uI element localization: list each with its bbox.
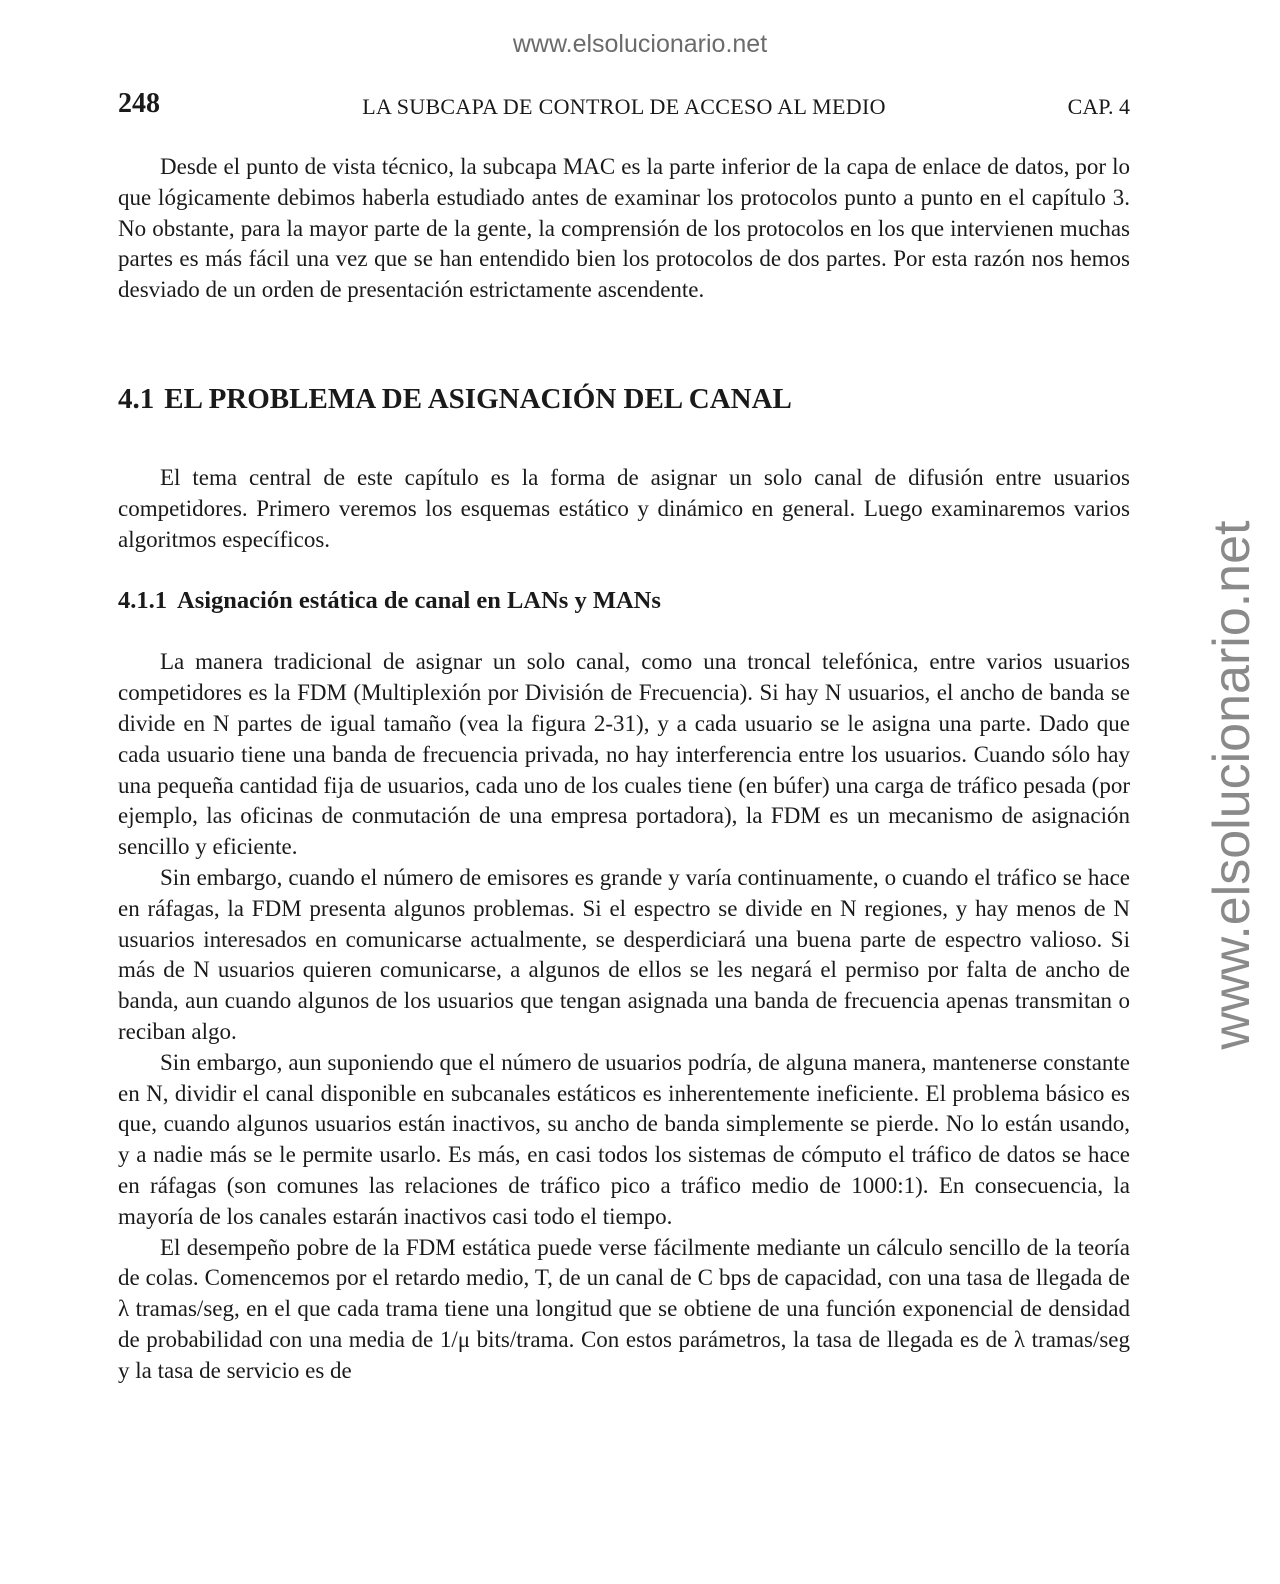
- body-paragraph: Sin embargo, cuando el número de emisores es grande y varía continuamente, o cuando el tráfico se hace en ráfagas, la FDM presenta algunos problemas. Si el espectro se divide en N regiones, y hay menos de N usuarios interesados en comunicarse actualmente, se desperdiciará una buena parte de espectro valioso. Si más de N usuarios quieren comunicarse, a algunos de ellos se les negará el permiso por falta de ancho de banda, aun cuando algunos de los usuarios que tengan asignada una banda de frecuencia apenas transmitan o reciban algo.: [118, 864, 1130, 1044]
- section-heading: [118, 381, 1130, 417]
- running-header: [118, 90, 1130, 124]
- body-paragraph: Sin embargo, aun suponiendo que el número de usuarios podría, de alguna manera, mantenerse constante en N, dividir el canal disponible en subcanales estáticos es inherentemente ineficiente. El problema básico es que, cuando algunos usuarios están inactivos, su ancho de banda simplemente se pierde. No lo están usando, y a nadie más se le permite usarlo. Es más, en casi todos los sistemas de cómputo el tráfico de datos se hace en ráfagas (son comunes las relaciones de tráfico pico a tráfico medio de 1000:1). En consecuencia, la mayoría de los canales estarán inactivos casi todo el tiempo.: [118, 1049, 1130, 1229]
- page-number: 248: [118, 88, 160, 119]
- section-title: EL PROBLEMA DE ASIGNACIÓN DEL CANAL: [164, 382, 792, 415]
- section-number: 4.1: [118, 382, 155, 415]
- page-body: [118, 152, 1130, 1387]
- body-paragraph: La manera tradicional de asignar un solo canal, como una troncal telefónica, entre varios usuarios competidores es la FDM (Multiplexión por División de Frecuencia). Si hay N usuarios, el ancho de banda se divide en N partes de igual tamaño (vea la figura 2-31), y a cada usuario se le asigna una parte. Dado que cada usuario tiene una banda de frecuencia privada, no hay interferencia entre los usuarios. Cuando sólo hay una pequeña cantidad fija de usuarios, cada uno de los cuales tiene (en búfer) una carga de tráfico pesada (por ejemplo, las oficinas de conmutación de una empresa portadora), la FDM es un mecanismo de asignación sencillo y eficiente.: [118, 649, 1130, 860]
- chapter-label: CAP. 4: [1067, 94, 1130, 119]
- subsection-number: 4.1.1: [118, 587, 167, 615]
- watermark-top: www.elsolucionario.net: [512, 30, 768, 58]
- body-paragraph: El desempeño pobre de la FDM estática puede verse fácilmente mediante un cálculo sencillo de la teoría de colas. Comencemos por el retardo medio, T, de un canal de C bps de capacidad, con una tasa de llegada de λ tramas/seg, en el que cada trama tiene una longitud que se obtiene de una función exponencial de densidad de probabilidad con una media de 1/μ bits/trama. Con estos parámetros, la tasa de llegada es de λ tramas/seg y la tasa de servicio es de: [118, 1234, 1130, 1383]
- subsection-title: Asignación estática de canal en LANs y MANs: [177, 587, 661, 615]
- subsection-heading: [118, 585, 1130, 617]
- section-paragraph: El tema central de este capítulo es la forma de asignar un solo canal de difusión entre usuarios competidores. Primero veremos los esquemas estático y dinámico en general. Luego examinaremos varios algoritmos específicos.: [118, 464, 1130, 552]
- intro-paragraph: Desde el punto de vista técnico, la subcapa MAC es la parte inferior de la capa de enlace de datos, por lo que lógicamente debimos haberla estudiado antes de examinar los protocolos punto a punto en el capítulo 3. No obstante, para la mayor parte de la gente, la comprensión de los protocolos en los que intervienen muchas partes es más fácil una vez que se han entendido bien los protocolos de dos partes. Por esta razón nos hemos desviado de un orden de presentación estrictamente ascendente.: [118, 154, 1130, 303]
- watermark-side: www.elsolucionario.net: [1203, 520, 1261, 1050]
- running-title: LA SUBCAPA DE CONTROL DE ACCESO AL MEDIO: [362, 94, 886, 119]
